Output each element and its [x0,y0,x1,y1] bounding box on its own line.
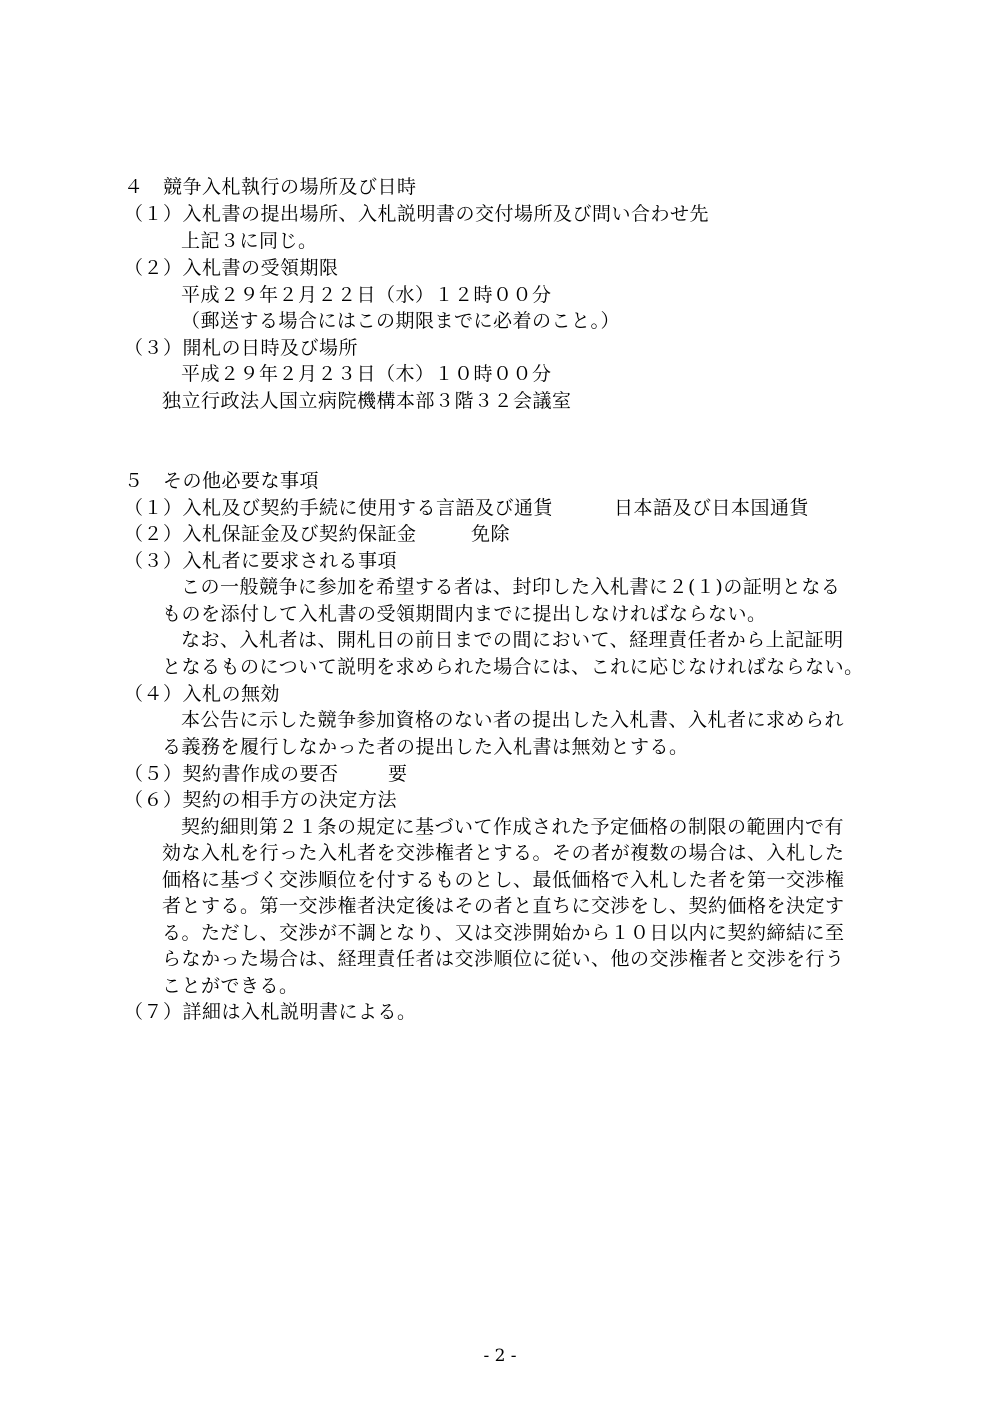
section-5-heading: ５ その他必要な事項 [124,470,320,492]
section-5-item-1-value: 日本語及び日本国通貨 [614,497,810,519]
section-5-item-3-label: （３）入札者に要求される事項 [124,550,398,572]
page-number: - 2 - [483,1346,517,1366]
section-5-item-6-line-1: 契約細則第２１条の規定に基づいて作成された予定価格の制限の範囲内で有 [181,816,845,838]
section-5-item-4-line-2: る義務を履行しなかった者の提出した入札書は無効とする。 [162,736,689,758]
section-5-item-4-label: （４）入札の無効 [124,683,281,705]
section-5-item-3-paragraph-1-line-1: この一般競争に参加を希望する者は、封印した入札書に２(１)の証明となる [181,576,841,598]
section-5-item-6-line-6: らなかった場合は、経理責任者は交渉順位に従い、他の交渉権者と交渉を行う [162,948,845,970]
section-4-heading: ４ 競争入札執行の場所及び日時 [124,176,417,198]
section-5-item-6-line-3: 価格に基づく交渉順位を付するものとし、最低価格で入札した者を第一交渉権 [162,869,845,891]
section-5-item-2-label: （２）入札保証金及び契約保証金 [124,523,417,545]
section-5-item-5-value: 要 [388,763,408,785]
section-5-item-6-line-5: る。ただし、交渉が不調となり、又は交渉開始から１０日以内に契約締結に至 [162,922,845,944]
section-4-item-2-label: （２）入札書の受領期限 [124,257,339,279]
section-5-item-3-paragraph-2-line-1: なお、入札者は、開札日の前日までの間において、経理責任者から上記証明 [181,629,844,651]
section-4-item-3-place: 独立行政法人国立病院機構本部３階３２会議室 [162,390,572,412]
section-5-item-7-label: （７）詳細は入札説明書による。 [124,1001,417,1023]
section-5-item-2-value: 免除 [471,523,511,545]
section-5-item-3-paragraph-1-line-2: ものを添付して入札書の受領期間内までに提出しなければならない。 [162,603,767,625]
section-4-item-2-date: 平成２９年２月２２日（水）１２時００分 [181,284,552,306]
section-4-item-2-note: （郵送する場合にはこの期限までに必着のこと。） [181,310,621,332]
section-5-item-6-line-7: ことができる。 [162,975,299,997]
section-5-item-1-label: （１）入札及び契約手続に使用する言語及び通貨 [124,497,554,519]
section-5-item-6-line-2: 効な入札を行った入札者を交渉権者とする。その者が複数の場合は、入札した [162,842,845,864]
section-4-item-3-label: （３）開札の日時及び場所 [124,337,359,359]
section-4-item-1-text: 上記３に同じ。 [181,230,318,252]
section-5-item-3-paragraph-2-line-2: となるものについて説明を求められた場合には、これに応じなければならない。 [162,656,864,678]
section-5-item-4-line-1: 本公告に示した競争参加資格のない者の提出した入札書、入札者に求められ [181,709,845,731]
section-5-item-5-label: （５）契約書作成の要否 [124,763,339,785]
section-4-item-3-date: 平成２９年２月２３日（木）１０時００分 [181,363,552,385]
section-5-item-6-line-4: 者とする。第一交渉権者決定後はその者と直ちに交渉をし、契約価格を決定す [162,895,845,917]
section-4-item-1-label: （１）入札書の提出場所、入札説明書の交付場所及び問い合わせ先 [124,203,710,225]
section-5-item-6-label: （６）契約の相手方の決定方法 [124,789,398,811]
